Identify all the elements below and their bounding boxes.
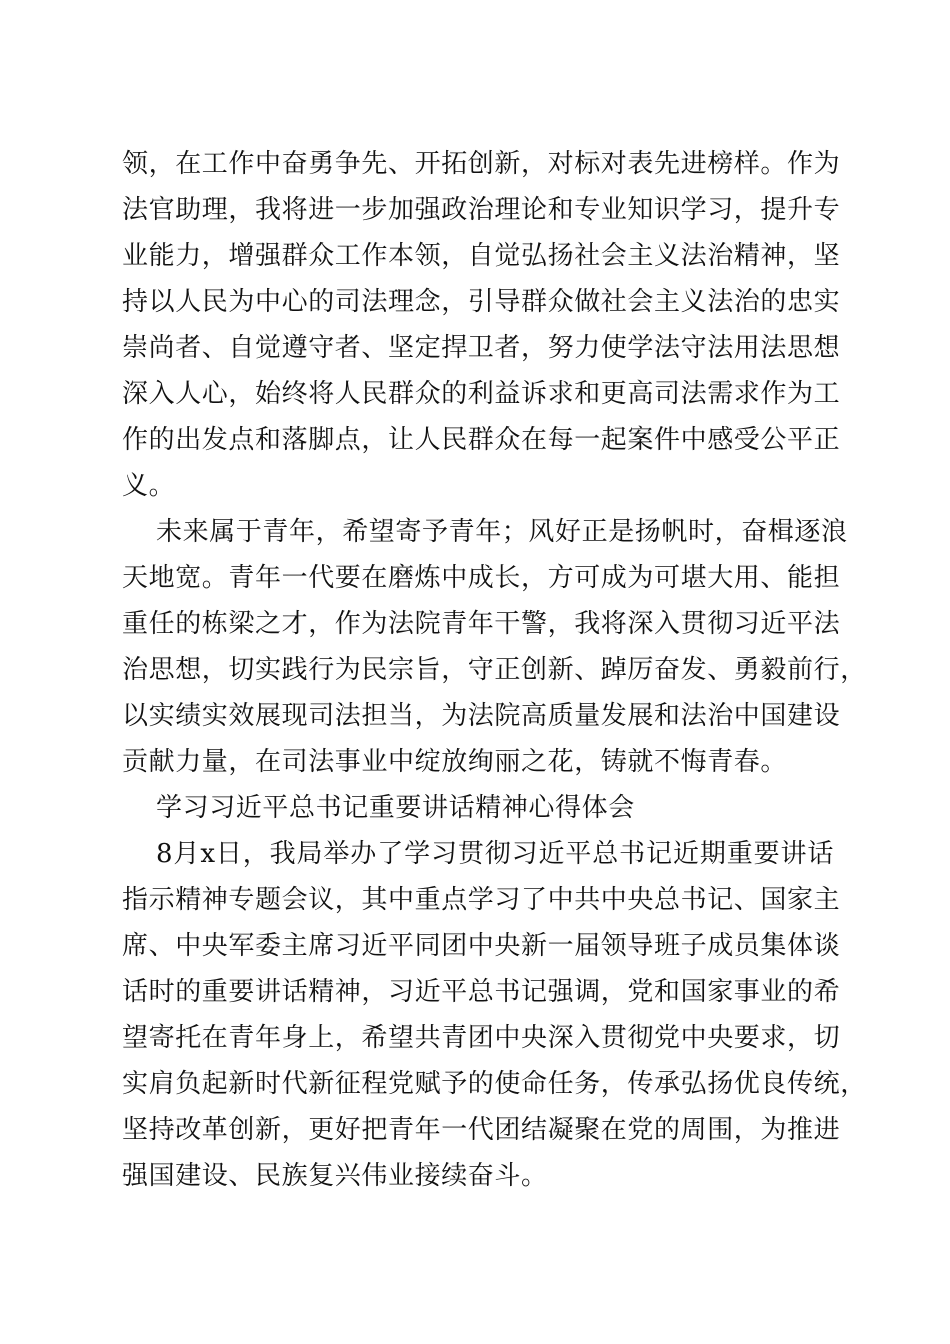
paragraph-2-line-6: 贡献力量，在司法事业中绽放绚丽之花，铸就不悔青春。 — [122, 747, 788, 777]
paragraph-1-line-6: 深入人心，始终将人民群众的利益诉求和更高司法需求作为工 — [122, 379, 841, 409]
paragraph-3-line-6: 实肩负起新时代新征程党赋予的使命任务，传承弘扬优良传统， — [122, 1069, 867, 1099]
paragraph-3-line-7: 坚持改革创新，更好把青年一代团结凝聚在党的周围，为推进 — [122, 1115, 841, 1145]
section-heading: 学习习近平总书记重要讲话精神心得体会 — [156, 793, 635, 823]
paragraph-1-line-5: 崇尚者、自觉遵守者、坚定捍卫者，努力使学法守法用法思想 — [122, 333, 841, 363]
paragraph-1-line-8: 义。 — [122, 471, 176, 501]
paragraph-2-line-4: 治思想，切实践行为民宗旨，守正创新、踔厉奋发、勇毅前行， — [122, 655, 867, 685]
paragraph-1-line-7: 作的出发点和落脚点，让人民群众在每一起案件中感受公平正 — [122, 425, 841, 455]
paragraph-2-line-1: 未来属于青年，希望寄予青年；风好正是扬帆时，奋楫逐浪 — [156, 517, 848, 547]
paragraph-3-line-5: 望寄托在青年身上，希望共青团中央深入贯彻党中央要求，切 — [122, 1023, 841, 1053]
paragraph-2-line-3: 重任的栋梁之才，作为法院青年干警，我将深入贯彻习近平法 — [122, 609, 841, 639]
paragraph-3-line-2: 指示精神专题会议，其中重点学习了中共中央总书记、国家主 — [122, 885, 841, 915]
paragraph-1-line-1: 领，在工作中奋勇争先、开拓创新，对标对表先进榜样。作为 — [122, 149, 841, 179]
paragraph-3-line-4: 话时的重要讲话精神，习近平总书记强调，党和国家事业的希 — [122, 977, 841, 1007]
paragraph-1-line-2: 法官助理，我将进一步加强政治理论和专业知识学习，提升专 — [122, 195, 841, 225]
paragraph-3-line-8: 强国建设、民族复兴伟业接续奋斗。 — [122, 1161, 548, 1191]
paragraph-3-line-1: 8月x日，我局举办了学习贯彻习近平总书记近期重要讲话 — [156, 839, 834, 869]
paragraph-1-line-3: 业能力，增强群众工作本领，自觉弘扬社会主义法治精神，坚 — [122, 241, 841, 271]
paragraph-2-line-2: 天地宽。青年一代要在磨炼中成长，方可成为可堪大用、能担 — [122, 563, 841, 593]
paragraph-3-line-3: 席、中央军委主席习近平同团中央新一届领导班子成员集体谈 — [122, 931, 841, 961]
paragraph-2-line-5: 以实绩实效展现司法担当，为法院高质量发展和法治中国建设 — [122, 701, 841, 731]
paragraph-1-line-4: 持以人民为中心的司法理念，引导群众做社会主义法治的忠实 — [122, 287, 841, 317]
